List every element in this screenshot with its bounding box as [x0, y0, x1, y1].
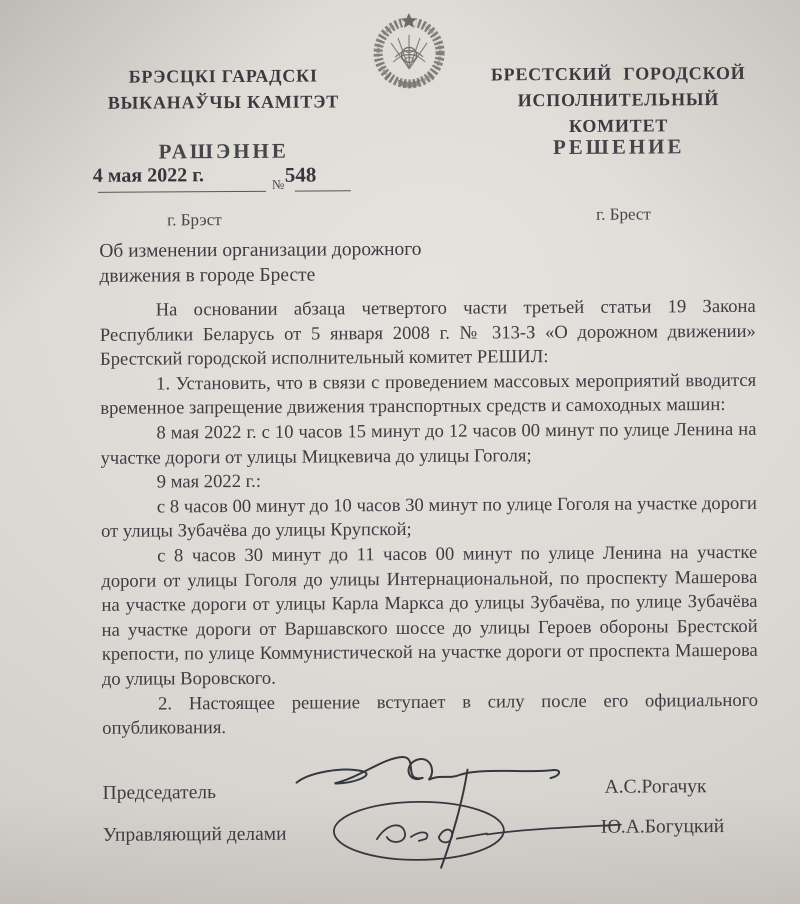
document-title-line2: движения в городе Бресте: [99, 264, 316, 287]
paragraph-legal-basis: На основании абзаца четвертого части третьей статьи 19 Закона Республики Беларусь от 5 января 2008 г. № 313-З «О дорожном движении» Брестский городской исполнительный комитет РЕШИЛ:: [99, 295, 756, 371]
number-underline: [295, 190, 351, 191]
doc-type-russian: РЕШЕНИЕ: [552, 134, 685, 160]
document-title: [99, 236, 539, 289]
signature-name-chairman: А.С.Рогачук: [604, 776, 707, 798]
paragraph-may9-header: 9 мая 2022 г.:: [156, 471, 262, 493]
doc-type-belarusian: РАШЭННЕ: [158, 138, 289, 164]
document-number: 548: [284, 162, 317, 187]
org-name-be-line2: ВЫКАНАЎЧЫ КАМІТЭТ: [107, 91, 340, 113]
belarus-state-emblem-icon: [370, 5, 449, 93]
document-date: 4 мая 2022 г.: [92, 164, 205, 187]
document-title-line1: Об изменении организации дорожного: [99, 238, 422, 262]
org-name-russian: [478, 60, 758, 140]
paragraph-item1: 1. Установить, что в связи с проведением массовых мероприятий вводится временное запрещение движения транспортных средств и самоходных машин:: [100, 369, 757, 420]
date-underline: [98, 191, 266, 193]
org-name-ru-line2: ИСПОЛНИТЕЛЬНЫЙ КОМИТЕТ: [517, 89, 720, 136]
signature-post-chairman: Председатель: [102, 782, 217, 804]
org-name-be-line1: БРЭСЦКІ ГАРАДСКІ: [128, 65, 318, 87]
number-sign: №: [271, 176, 285, 192]
paragraph-may9-first: с 8 часов 00 минут до 10 часов 30 минут по улице Гоголя на участке дороги от улицы Зубачёва до улицы Крупской;: [100, 492, 757, 543]
city-belarusian: г. Брэст: [167, 210, 222, 230]
org-name-ru-line1: БРЕСТСКИЙ ГОРОДСКОЙ: [490, 62, 746, 85]
document-body: [100, 295, 759, 742]
signature-post-manager: Управляющий делами: [102, 823, 287, 846]
city-russian: г. Брест: [596, 204, 651, 224]
manager-signature-icon: [331, 794, 626, 874]
paragraph-may9-second: с 8 часов 30 минут до 11 часов 00 минут по улице Ленина на участке дороги от улицы Гоголя до улицы Интернациональной, по проспекту Машерова на участке дороги от улицы Карла Маркса до улицы Зубачёва, по улице Зубачёва на участке дороги от Варшавского шоссе до улицы Героев обороны Брестской крепости, по улице Коммунистической на участке дороги от проспекта Машерова до улицы Воровского.: [101, 541, 758, 690]
paragraph-may8: 8 мая 2022 г. с 10 часов 15 минут до 12 часов 00 минут по улице Ленина на участке дороги от улицы Мицкевича до улицы Гоголя;: [100, 418, 757, 469]
paragraph-item2: 2. Настоящее решение вступает в силу после его официального опубликования.: [102, 689, 759, 739]
org-name-belarusian: [93, 62, 353, 116]
signature-name-manager: Ю.А.Богуцкий: [600, 816, 725, 838]
